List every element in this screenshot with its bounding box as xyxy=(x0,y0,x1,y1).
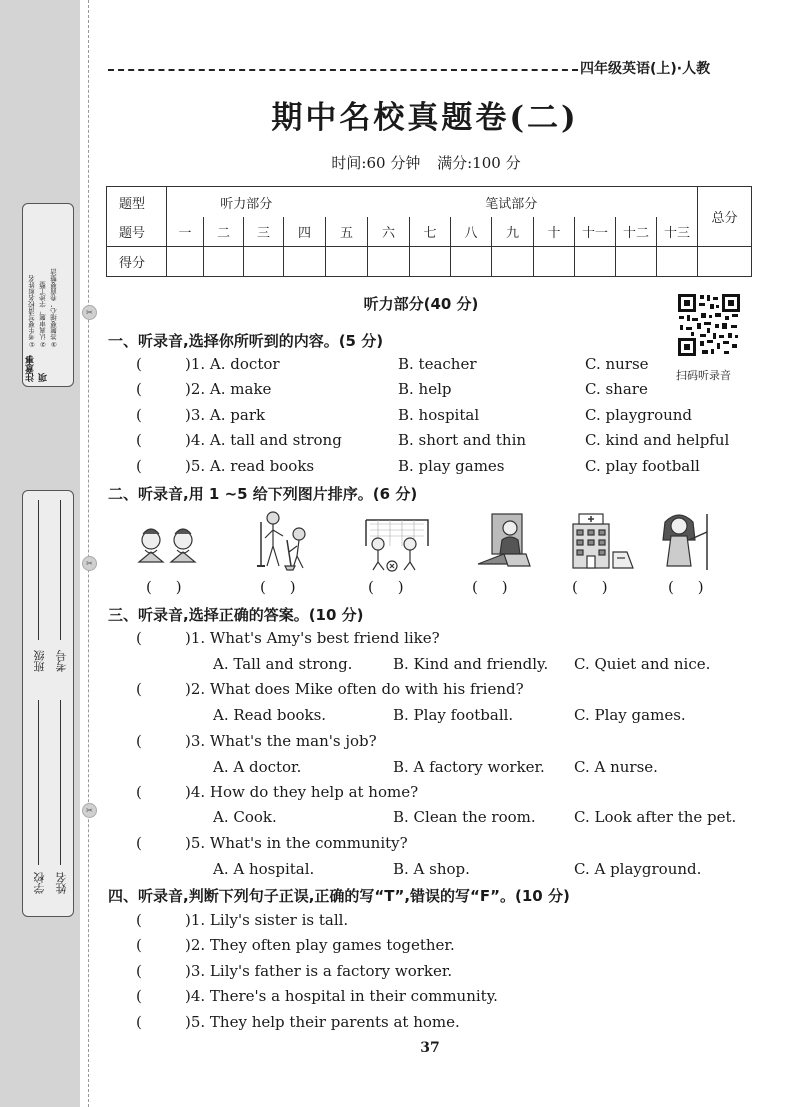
section4-item xyxy=(0,911,800,933)
option-a: A. Read books. xyxy=(213,706,327,724)
scissor-icon: ✂ xyxy=(82,803,97,818)
section3-question xyxy=(0,732,800,754)
option-b: B. A shop. xyxy=(393,860,470,878)
exam-full-score: 满分:100 分 xyxy=(437,154,521,172)
exam-no-label: 考号 xyxy=(55,650,68,672)
option-b: B. help xyxy=(398,380,452,398)
option-a: )5. A. read books xyxy=(185,457,315,475)
order-blank[interactable]: ( ) xyxy=(572,578,608,596)
question-text: )1. What's Amy's best friend like? xyxy=(185,629,440,647)
section3-options xyxy=(0,860,800,882)
section4-item xyxy=(0,936,800,958)
section4-item xyxy=(0,962,800,984)
question-text: )5. What's in the community? xyxy=(185,834,408,852)
statement-text: )1. Lily's sister is tall. xyxy=(185,911,349,929)
section3-question xyxy=(0,834,800,856)
question-number: 十二 xyxy=(616,217,657,247)
page-number: 37 xyxy=(420,1040,440,1056)
question-number: 五 xyxy=(326,217,368,247)
score-cell[interactable] xyxy=(244,247,284,277)
statement-text: )4. There's a hospital in their community. xyxy=(185,987,498,1005)
option-b: B. Play football. xyxy=(393,706,514,724)
score-cell[interactable] xyxy=(284,247,326,277)
listening-part-title: 听力部分(40 分) xyxy=(363,295,479,313)
option-b: B. A factory worker. xyxy=(393,758,545,776)
section3-title: 三、听录音,选择正确的答案。(10 分) xyxy=(108,606,364,624)
section1-item xyxy=(0,431,800,453)
question-number: 十三 xyxy=(657,217,698,247)
order-blank[interactable]: ( ) xyxy=(146,578,182,596)
section1-item xyxy=(0,406,800,428)
school-label: 学校 xyxy=(33,872,46,894)
question-text: )4. How do they help at home? xyxy=(185,783,419,801)
section3-options xyxy=(0,808,800,830)
answer-blank[interactable]: ( xyxy=(136,680,142,698)
score-cell[interactable] xyxy=(575,247,616,277)
page-title: 期中名校真题卷(二) xyxy=(271,100,579,136)
question-number: 八 xyxy=(451,217,492,247)
option-b: B. Kind and friendly. xyxy=(393,655,549,673)
option-a: )1. A. doctor xyxy=(185,355,280,373)
answer-blank[interactable]: ( xyxy=(136,962,142,980)
option-b: B. play games xyxy=(398,457,505,475)
option-b: B. Clean the room. xyxy=(393,808,536,826)
section1-item xyxy=(0,380,800,402)
option-c: C. A playground. xyxy=(574,860,702,878)
option-c: C. kind and helpful xyxy=(585,431,730,449)
option-a: A. A doctor. xyxy=(213,758,302,776)
score-cell[interactable] xyxy=(492,247,534,277)
written-part-label: 笔试部分 xyxy=(326,187,698,218)
book-label: 四年级英语(上)·人教 xyxy=(580,61,711,77)
statement-text: )5. They help their parents at home. xyxy=(185,1013,460,1031)
answer-blank[interactable]: ( xyxy=(136,406,142,424)
name-label: 姓名 xyxy=(55,872,68,894)
score-table xyxy=(106,186,752,277)
option-a: )2. A. make xyxy=(185,380,272,398)
score-cell[interactable] xyxy=(368,247,410,277)
cleaning-picture xyxy=(249,510,323,574)
option-c: C. A nurse. xyxy=(574,758,658,776)
question-number: 十一 xyxy=(575,217,616,247)
section3-options xyxy=(0,655,800,677)
score-cell[interactable] xyxy=(451,247,492,277)
header-dash-line xyxy=(108,69,578,71)
listening-part-label: 听力部分 xyxy=(167,187,326,218)
picture-row xyxy=(0,510,800,580)
answer-blank[interactable]: ( xyxy=(136,355,142,373)
section3-options xyxy=(0,758,800,780)
option-b: B. hospital xyxy=(398,406,480,424)
section4-item xyxy=(0,1013,800,1035)
answer-blank[interactable]: ( xyxy=(136,629,142,647)
option-c: C. Play games. xyxy=(574,706,686,724)
section3-options xyxy=(0,706,800,728)
qr-code-icon[interactable] xyxy=(677,293,741,357)
question-number: 二 xyxy=(204,217,244,247)
score-cell[interactable] xyxy=(204,247,244,277)
notice-line: ③答题要细心，卷面要整洁 xyxy=(50,268,58,348)
statement-text: )2. They often play games together. xyxy=(185,936,455,954)
option-b: B. teacher xyxy=(398,355,477,373)
option-a: )4. A. tall and strong xyxy=(185,431,342,449)
exam-info xyxy=(0,152,800,173)
option-c: C. play football xyxy=(585,457,700,475)
answer-blank[interactable]: ( xyxy=(136,1013,142,1031)
option-c: C. share xyxy=(585,380,648,398)
option-c: C. playground xyxy=(585,406,693,424)
scissor-icon: ✂ xyxy=(82,305,97,320)
section1-title: 一、听录音,选择你所听到的内容。(5 分) xyxy=(108,332,384,350)
section4-item xyxy=(0,987,800,1009)
option-c: C. nurse xyxy=(585,355,649,373)
order-blank[interactable]: ( ) xyxy=(368,578,404,596)
section3-question xyxy=(0,783,800,805)
notice-lines xyxy=(27,208,69,348)
option-c: C. Quiet and nice. xyxy=(574,655,711,673)
section1-item xyxy=(0,457,800,479)
reading-children-picture xyxy=(131,510,205,574)
score-cell[interactable] xyxy=(167,247,204,277)
score-label: 得分 xyxy=(107,247,167,277)
football-picture xyxy=(360,510,434,574)
answer-blank[interactable]: ( xyxy=(136,834,142,852)
score-cell[interactable] xyxy=(657,247,698,277)
notice-line: ②认真审题，字迹工整 xyxy=(39,281,47,348)
option-a: )3. A. park xyxy=(185,406,266,424)
answer-blank[interactable]: ( xyxy=(136,911,142,929)
total-label: 总分 xyxy=(698,187,752,247)
number-label: 题号 xyxy=(107,217,167,247)
score-cell[interactable] xyxy=(410,247,451,277)
question-text: )3. What's the man's job? xyxy=(185,732,377,750)
option-c: C. Look after the pet. xyxy=(574,808,737,826)
question-number: 一 xyxy=(167,217,204,247)
exam-time: 时间:60 分钟 xyxy=(331,154,421,172)
order-blank[interactable]: ( ) xyxy=(260,578,296,596)
notice-title: 注意事项 xyxy=(26,355,49,382)
question-number: 四 xyxy=(284,217,326,247)
hospital-picture xyxy=(565,510,639,574)
question-number: 七 xyxy=(410,217,451,247)
answer-blank[interactable]: ( xyxy=(136,936,142,954)
question-text: )2. What does Mike often do with his friend? xyxy=(185,680,524,698)
option-a: A. Cook. xyxy=(213,808,277,826)
question-number: 十 xyxy=(534,217,575,247)
total-score-cell[interactable] xyxy=(698,247,752,277)
option-b: B. short and thin xyxy=(398,431,527,449)
score-cell[interactable] xyxy=(326,247,368,277)
notice-line: ①考生要写清校名和姓名 xyxy=(28,275,36,348)
answer-blank[interactable]: ( xyxy=(136,431,142,449)
section4-title: 四、听录音,判断下列句子正误,正确的写“T”,错误的写“F”。(10 分) xyxy=(108,887,570,905)
scissor-icon: ✂ xyxy=(82,556,97,571)
score-cell[interactable] xyxy=(534,247,575,277)
order-blank[interactable]: ( ) xyxy=(668,578,704,596)
option-a: A. A hospital. xyxy=(213,860,315,878)
question-number: 三 xyxy=(244,217,284,247)
section3-question xyxy=(0,629,800,651)
qr-label: 扫码听录音 xyxy=(676,369,731,382)
option-a: A. Tall and strong. xyxy=(213,655,353,673)
question-number: 九 xyxy=(492,217,534,247)
answer-blank[interactable]: ( xyxy=(136,380,142,398)
answer-blank[interactable]: ( xyxy=(136,732,142,750)
factory-worker-picture xyxy=(470,510,544,574)
section2-title: 二、听录音,用 1 ~5 给下列图片排序。(6 分) xyxy=(108,485,418,503)
type-label: 题型 xyxy=(107,187,167,218)
class-label: 班级 xyxy=(33,650,46,672)
section3-question xyxy=(0,680,800,702)
section1-item xyxy=(0,355,800,377)
answer-blank[interactable]: ( xyxy=(136,987,142,1005)
answer-blank[interactable]: ( xyxy=(136,783,142,801)
question-number: 六 xyxy=(368,217,410,247)
answer-blank[interactable]: ( xyxy=(136,457,142,475)
teacher-picture xyxy=(653,510,727,574)
order-blank[interactable]: ( ) xyxy=(472,578,508,596)
statement-text: )3. Lily's father is a factory worker. xyxy=(185,962,453,980)
score-cell[interactable] xyxy=(616,247,657,277)
